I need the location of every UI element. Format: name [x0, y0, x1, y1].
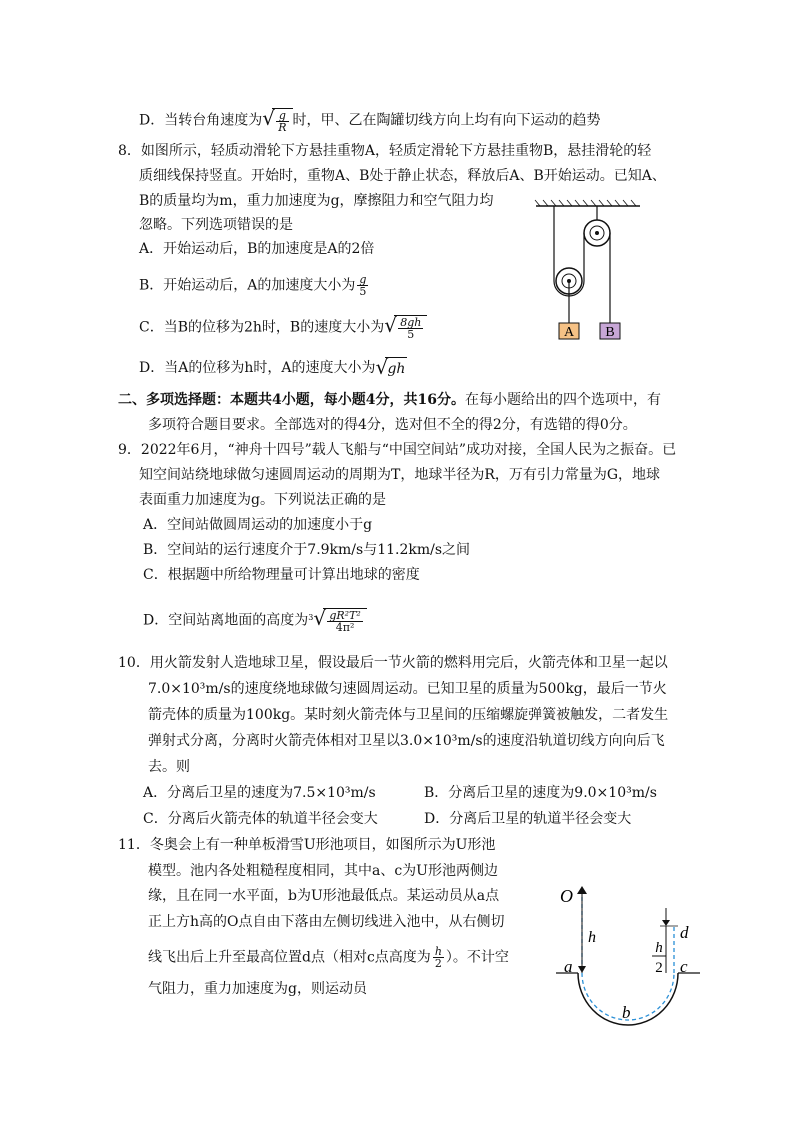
q9-stem-line2: 知空间站绕地球做匀速圆周运动的周期为T，地球半径为R，万有引力常量为G，地球: [139, 467, 661, 483]
point-a-label: a: [564, 957, 573, 976]
q8-stem-line2: 质细线保持竖直。开始时，重物A、B处于静止状态，释放后A、B开始运动。已知A、: [139, 168, 666, 184]
section2-header-line1: 二、多项选择题：本题共4小题，每小题4分，共16分。在每小题给出的四个选项中，有: [118, 392, 661, 408]
weight-b-label: B: [605, 325, 615, 340]
q10-stem-line2: 7.0×10³m/s的速度绕地球做匀速圆周运动。已知卫星的质量为500kg，最后一节火: [148, 681, 667, 697]
point-b-label: b: [622, 1003, 631, 1022]
point-c-label: c: [680, 957, 688, 976]
half-h-den: 2: [655, 960, 663, 976]
q10-stem-line5: 去。则: [148, 759, 190, 775]
pulley-figure: [528, 196, 648, 346]
point-o-label: O: [560, 886, 573, 906]
sqrt-expression: √ $\frac{g}{R}$: [262, 108, 292, 133]
q8-stem-line4: 忽略。下列选项错误的是: [139, 217, 293, 233]
q10-option-a: A．分离后卫星的速度为7.5×10³m/s: [143, 785, 376, 801]
q8-option-a: A．开始运动后，B的加速度是A的2倍: [139, 241, 375, 257]
q10-stem-line1: 10．用火箭发射人造地球卫星，假设最后一节火箭的燃料用完后，火箭壳体和卫星一起以: [118, 655, 668, 671]
q9-option-b: B．空间站的运行速度介于7.9km/s与11.2km/s之间: [143, 542, 471, 558]
weight-a-label: A: [563, 325, 575, 340]
q9-option-c: C．根据题中所给物理量可计算出地球的密度: [143, 567, 420, 583]
q11-stem-line3: 缘，且在同一水平面，b为U形池最低点。某运动员从a点: [148, 888, 500, 904]
q9-stem-line3: 表面重力加速度为g。下列说法正确的是: [139, 492, 386, 508]
height-h-label: h: [588, 929, 596, 946]
half-h-num: h: [655, 940, 663, 956]
q8-option-d: D．当A的位移为h时，A的速度大小为 √ gh: [139, 355, 406, 379]
q8-option-c: C．当B的位移为2h时，B的速度大小为 √ $\frac{8gh}{5}$: [139, 315, 427, 340]
q9-stem-line1: 9．2022年6月，“神舟十四号”载人飞船与“中国空间站”成功对接，全国人民为之振奋。已: [118, 442, 677, 458]
q10-stem-line4: 弹射式分离，分离时火箭壳体相对卫星以3.0×10³m/s的速度沿轨道切线方向向后飞: [148, 733, 665, 749]
q8-stem-line3: B的质量均为m，重力加速度为g，摩擦阻力和空气阻力均: [139, 193, 494, 209]
q11-stem-line1: 11．冬奥会上有一种单板滑雪U形池项目，如图所示为U形池: [118, 837, 496, 853]
q8-option-b: B．开始运动后，A的加速度大小为 $\frac{g}{5}$: [139, 273, 367, 298]
q10-option-c: C．分离后火箭壳体的轨道半径会变大: [143, 811, 378, 827]
point-d-label: d: [680, 923, 689, 942]
q11-stem-line6: 气阻力，重力加速度为g，则运动员: [148, 981, 367, 997]
q8-stem-line1: 8．如图所示，轻质动滑轮下方悬挂重物A，轻质定滑轮下方悬挂重物B，悬挂滑轮的轻: [118, 143, 652, 159]
q11-stem-line5: 线飞出后上升至最高位置d点（相对c点高度为 $\frac{h}{2}$ ）。不计空: [148, 945, 509, 970]
q7-option-d: D．当转台角速度为 √ $\frac{g}{R}$ 时，甲、乙在陶罐切线方向上均有向下运动的趋势: [139, 106, 601, 134]
q11-stem-line2: 模型。池内各处粗糙程度相同，其中a、c为U形池两侧边: [148, 863, 498, 879]
section2-header-line2: 多项符合题目要求。全部选对的得4分，选对但不全的得2分，有选错的得0分。: [148, 417, 637, 433]
q10-stem-line3: 箭壳体的质量为100kg。某时刻火箭壳体与卫星间的压缩螺旋弹簧被触发，二者发生: [148, 707, 669, 723]
q9-option-a: A．空间站做圆周运动的加速度小于g: [143, 517, 373, 533]
q9-option-d: D．空间站离地面的高度为$^3$ √ $\frac{\text{gR²T²}}{\text{4π²}}$: [143, 608, 367, 633]
q11-stem-line4: 正上方h高的O点自由下落由左侧切线进入池中，从右侧切: [148, 914, 505, 930]
q10-option-d: D．分离后卫星的轨道半径会变大: [424, 811, 632, 827]
q10-option-b: B．分离后卫星的速度为9.0×10³m/s: [424, 785, 657, 801]
u-pool-figure: [548, 878, 708, 1038]
